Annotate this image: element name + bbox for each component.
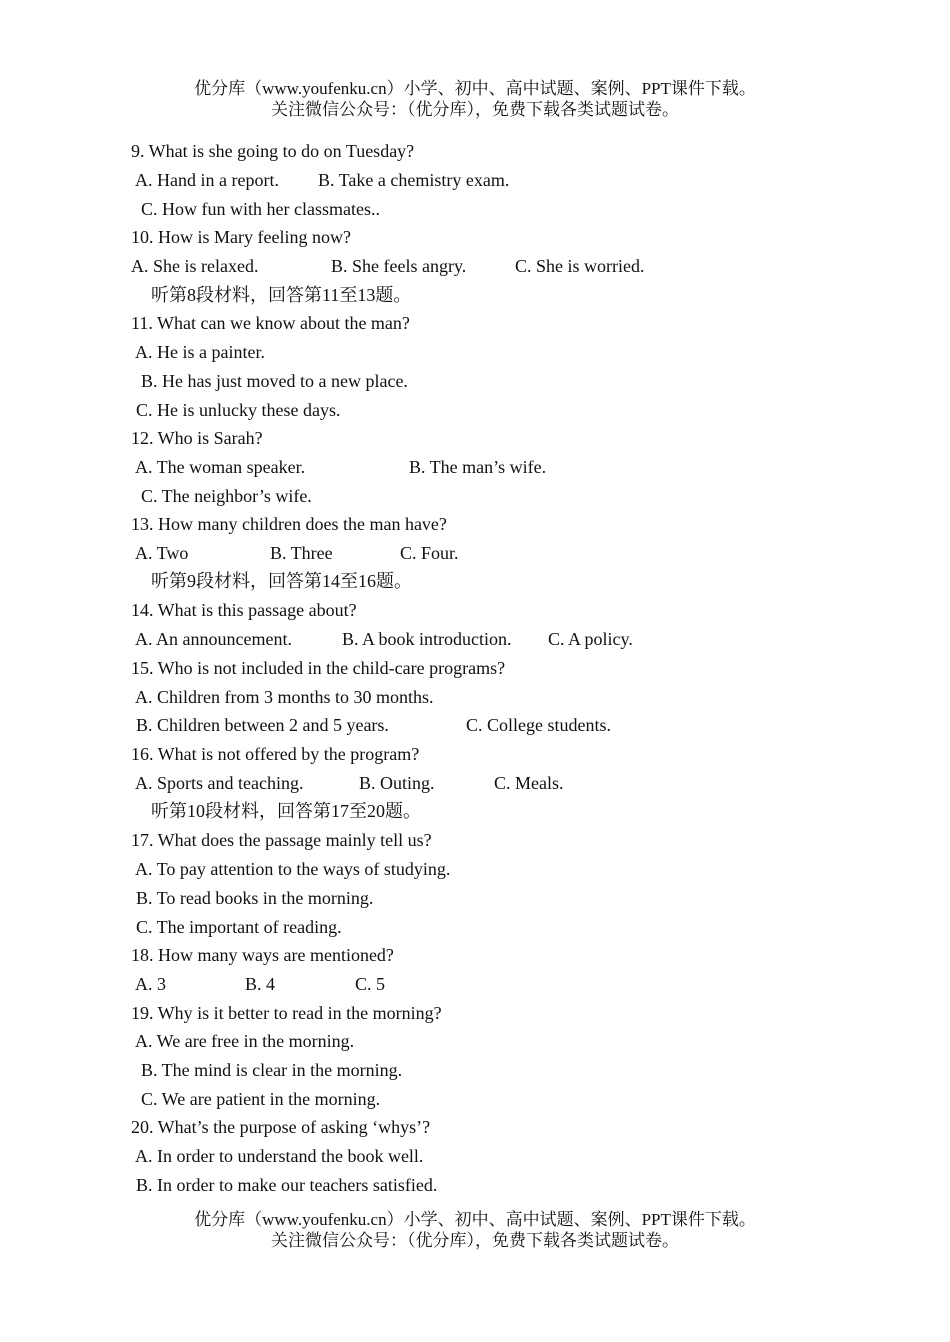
- q16-option-a: A. Sports and teaching.: [135, 773, 304, 793]
- q19-option-c: C. We are patient in the morning.: [141, 1089, 381, 1109]
- q16-option-c: C. Meals.: [494, 773, 564, 793]
- footer-line-1: 优分库（www.youfenku.cn）小学、初中、高中试题、案例、PPT课件下载。: [194, 1210, 756, 1229]
- q14-option-c: C. A policy.: [548, 629, 633, 649]
- question-16: 16. What is not offered by the program?: [131, 744, 420, 764]
- question-17: 17. What does the passage mainly tell us?: [131, 830, 432, 850]
- q12-option-b: B. The man’s wife.: [409, 457, 547, 477]
- footer-line-2: 关注微信公众号：（优分库），免费下载各类试题试卷。: [271, 1231, 679, 1250]
- question-18: 18. How many ways are mentioned?: [131, 945, 394, 965]
- q12-option-a: A. The woman speaker.: [135, 457, 306, 477]
- q20-option-b: B. In order to make our teachers satisfied.: [136, 1175, 438, 1195]
- q15-option-a: A. Children from 3 months to 30 months.: [135, 687, 434, 707]
- section-heading-10: 听第10段材料，回答第17至20题。: [151, 801, 421, 821]
- q15-option-c: C. College students.: [466, 715, 611, 735]
- q18-option-c: C. 5: [355, 974, 386, 994]
- header-line-2: 关注微信公众号：（优分库），免费下载各类试题试卷。: [271, 100, 679, 119]
- q14-option-b: B. A book introduction.: [342, 629, 512, 649]
- q17-option-b: B. To read books in the morning.: [136, 888, 374, 908]
- q18-option-a: A. 3: [135, 974, 166, 994]
- q11-option-a: A. He is a painter.: [135, 342, 265, 362]
- q10-option-c: C. She is worried.: [515, 256, 645, 276]
- page-footer: [0, 1209, 950, 1251]
- q20-option-a: A. In order to understand the book well.: [135, 1146, 424, 1166]
- q10-option-b: B. She feels angry.: [331, 256, 467, 276]
- question-15: 15. Who is not included in the child-care programs?: [131, 658, 506, 678]
- q13-option-c: C. Four.: [400, 543, 459, 563]
- q17-option-c: C. The important of reading.: [136, 917, 342, 937]
- q9-option-b: B. Take a chemistry exam.: [318, 170, 510, 190]
- question-10: 10. How is Mary feeling now?: [131, 227, 351, 247]
- q18-option-b: B. 4: [245, 974, 276, 994]
- q12-option-c: C. The neighbor’s wife.: [141, 486, 312, 506]
- q11-option-c: C. He is unlucky these days.: [136, 400, 341, 420]
- q13-option-a: A. Two: [135, 543, 189, 563]
- section-heading-9: 听第9段材料，回答第14至16题。: [151, 571, 412, 591]
- q14-option-a: A. An announcement.: [135, 629, 292, 649]
- question-19: 19. Why is it better to read in the morning?: [131, 1003, 442, 1023]
- q15-option-b: B. Children between 2 and 5 years.: [136, 715, 389, 735]
- question-20: 20. What’s the purpose of asking ‘whys’?: [131, 1117, 431, 1137]
- page-header: [0, 78, 950, 120]
- question-12: 12. Who is Sarah?: [131, 428, 263, 448]
- q19-option-b: B. The mind is clear in the morning.: [141, 1060, 403, 1080]
- q13-option-b: B. Three: [270, 543, 333, 563]
- q9-option-a: A. Hand in a report.: [135, 170, 279, 190]
- q9-option-c: C. How fun with her classmates..: [141, 199, 380, 219]
- question-11: 11. What can we know about the man?: [131, 313, 410, 333]
- q17-option-a: A. To pay attention to the ways of studying.: [135, 859, 451, 879]
- header-line-1: 优分库（www.youfenku.cn）小学、初中、高中试题、案例、PPT课件下载。: [194, 79, 756, 98]
- q19-option-a: A. We are free in the morning.: [135, 1031, 355, 1051]
- question-14: 14. What is this passage about?: [131, 600, 357, 620]
- question-9: 9. What is she going to do on Tuesday?: [131, 141, 415, 161]
- question-13: 13. How many children does the man have?: [131, 514, 447, 534]
- q10-option-a: A. She is relaxed.: [131, 256, 259, 276]
- section-heading-8: 听第8段材料，回答第11至13题。: [151, 285, 412, 305]
- q11-option-b: B. He has just moved to a new place.: [141, 371, 408, 391]
- q16-option-b: B. Outing.: [359, 773, 435, 793]
